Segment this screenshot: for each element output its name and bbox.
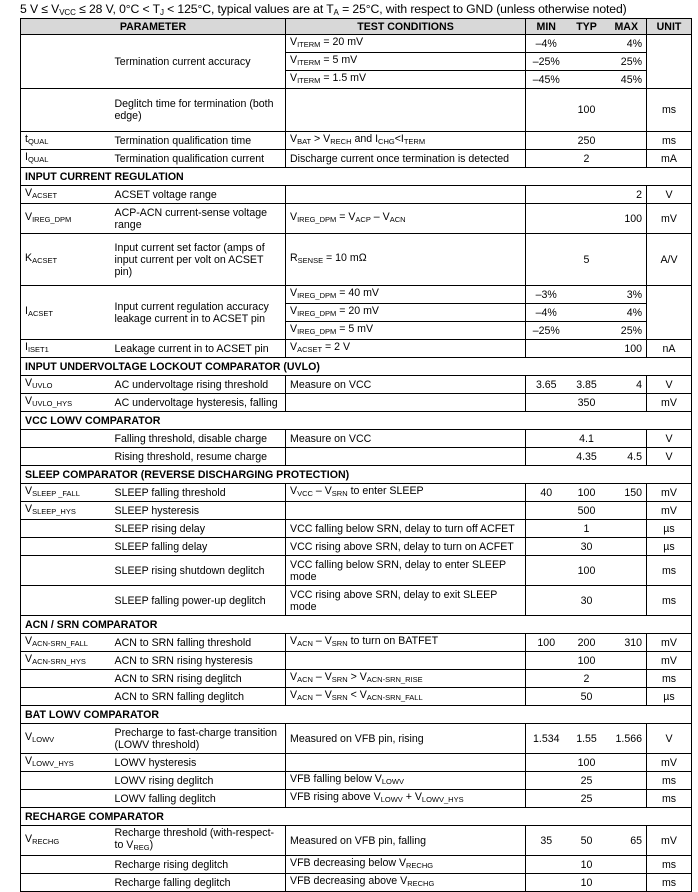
table-row [21,688,692,706]
symbol-cell: $V_{SLEEP\_HYS}$ [21,502,111,520]
param-cell: Recharge rising deglitch [111,856,286,874]
section-header-row [21,412,692,430]
cond-cell: $V_{ITERM} = 1.5$ mV [286,71,526,89]
table-row [21,520,692,538]
min-cell [526,150,567,168]
param-cell: Precharge to fast-charge transition (LOWV threshold) [111,724,286,754]
table-row [21,430,692,448]
table-row [21,772,692,790]
section-title: ACN / SRN COMPARATOR [21,616,692,634]
symbol-cell: $I_{ACSET}$ [21,286,111,340]
section-title: INPUT UNDERVOLTAGE LOCKOUT COMPARATOR (UVLO) [21,358,692,376]
min-cell [526,670,567,688]
min-cell [526,538,567,556]
min-cell: 1.534 [526,724,567,754]
table-row [21,394,692,412]
min-cell [526,586,567,616]
symbol-cell [21,688,111,706]
cond-cell: VFB decreasing above $V_{RECHG}$ [286,874,526,892]
cond-cell: Measure on VCC [286,376,526,394]
max-cell [607,150,647,168]
param-cell: AC undervoltage hysteresis, falling [111,394,286,412]
min-cell [526,430,567,448]
unit-cell: µs [647,688,692,706]
cond-cell: VFB falling below $V_{LOWV}$ [286,772,526,790]
typ-cell: 2 [567,670,607,688]
symbol-cell: $V_{UVLO}$ [21,376,111,394]
typ-cell: 350 [567,394,607,412]
param-cell: ACSET voltage range [111,186,286,204]
table-row [21,724,692,754]
max-cell [607,394,647,412]
table-row [21,754,692,772]
unit-cell: ms [647,132,692,150]
typ-cell: 250 [567,132,607,150]
unit-cell: ms [647,89,692,132]
param-cell: Termination qualification time [111,132,286,150]
max-cell [607,670,647,688]
conditions-note: 5 $V \le V_{VCC} \le 28$ V, $0^\circ C < T_J < 125^\circ C$, typical values are at $T_A = 25^\circ C$, with respect to GND (unless otherwise noted) [20,2,627,17]
cond-cell: $V_{ACN} - V_{SRN} < V_{ACN-SRN\_FALL}$ [286,688,526,706]
symbol-cell: $I_{ISET1}$ [21,340,111,358]
unit-cell: mA [647,150,692,168]
symbol-cell [21,556,111,586]
typ-cell: 100 [567,652,607,670]
typ-cell: 50 [567,688,607,706]
typ-cell [567,322,607,340]
param-cell: Leakage current in to ACSET pin [111,340,286,358]
table-row [21,286,692,304]
min-cell [526,556,567,586]
min-cell [526,394,567,412]
cond-cell: $V_{ACN} - V_{SRN} > V_{ACN-SRN\_RISE}$ [286,670,526,688]
unit-cell: nA [647,340,692,358]
typ-cell: 25 [567,790,607,808]
min-cell [526,234,567,286]
param-cell: LOWV hysteresis [111,754,286,772]
param-cell: AC undervoltage rising threshold [111,376,286,394]
max-cell: 2 [607,186,647,204]
max-cell: 150 [607,484,647,502]
param-cell: SLEEP falling delay [111,538,286,556]
min-cell [526,772,567,790]
unit-cell: V [647,448,692,466]
cond-cell: $V_{IREG\_DPM} = 40$ mV [286,286,526,304]
typ-cell: 100 [567,484,607,502]
min-cell: 40 [526,484,567,502]
unit-cell: ms [647,856,692,874]
section-header-row [21,706,692,724]
max-cell [607,234,647,286]
param-cell: ACN to SRN rising hysteresis [111,652,286,670]
cond-cell: $V_{ITERM} = 20$ mV [286,35,526,53]
header-unit: UNIT [647,19,692,35]
cond-cell: Measure on VCC [286,430,526,448]
symbol-cell [21,538,111,556]
typ-cell: 1 [567,520,607,538]
unit-cell [647,35,692,89]
cond-cell: $V_{ACSET} = 2$ V [286,340,526,358]
table-row [21,586,692,616]
symbol-cell [21,874,111,892]
typ-cell: 100 [567,89,607,132]
param-cell: SLEEP rising shutdown deglitch [111,556,286,586]
min-cell [526,89,567,132]
max-cell: 4% [607,304,647,322]
symbol-cell [21,772,111,790]
min-cell: 3.65 [526,376,567,394]
header-parameter: PARAMETER [21,19,286,35]
min-cell [526,688,567,706]
unit-cell: ms [647,790,692,808]
min-cell [526,448,567,466]
unit-cell [647,286,692,340]
symbol-cell [21,586,111,616]
max-cell: 100 [607,204,647,234]
max-cell [607,856,647,874]
section-header-row [21,358,692,376]
min-cell [526,520,567,538]
typ-cell [567,304,607,322]
typ-cell [567,204,607,234]
typ-cell: 100 [567,556,607,586]
cond-cell: $V_{BAT} > V_{RECH}$ and $I_{CHG}<I_{TERM}$ [286,132,526,150]
table-row [21,89,692,132]
param-cell: SLEEP falling threshold [111,484,286,502]
max-cell: 25% [607,53,647,71]
electrical-characteristics-table [20,18,692,892]
min-cell: –4% [526,35,567,53]
min-cell: 35 [526,826,567,856]
header-min: MIN [526,19,567,35]
unit-cell: mV [647,204,692,234]
table-header-row [21,19,692,35]
table-row [21,826,692,856]
symbol-cell: $V_{SLEEP \_FALL}$ [21,484,111,502]
cond-cell: $V_{ACN} - V_{SRN}$ to turn on BATFET [286,634,526,652]
unit-cell: µs [647,520,692,538]
header-typ: TYP [567,19,607,35]
max-cell: 4% [607,35,647,53]
max-cell [607,520,647,538]
symbol-cell [21,89,111,132]
param-cell: ACP-ACN current-sense voltage range [111,204,286,234]
param-cell: LOWV falling deglitch [111,790,286,808]
cond-cell: $V_{IREG\_DPM} = V_{ACP} - V_{ACN}$ [286,204,526,234]
param-cell: Recharge falling deglitch [111,874,286,892]
param-cell: Termination current accuracy [111,35,286,89]
symbol-cell [21,430,111,448]
cond-cell: $R_{SENSE} = 10$ mΩ [286,234,526,286]
min-cell [526,502,567,520]
min-cell: –3% [526,286,567,304]
param-cell: Recharge threshold (with-respect-to $V_{REG}$) [111,826,286,856]
cond-cell: VCC falling below SRN, delay to turn off ACFET [286,520,526,538]
min-cell [526,186,567,204]
max-cell: 310 [607,634,647,652]
max-cell: 45% [607,71,647,89]
cond-cell [286,89,526,132]
cond-cell: VFB decreasing below $V_{RECHG}$ [286,856,526,874]
typ-cell: 100 [567,754,607,772]
min-cell [526,204,567,234]
min-cell: –25% [526,322,567,340]
param-cell: SLEEP hysteresis [111,502,286,520]
symbol-cell [21,670,111,688]
table-row [21,670,692,688]
symbol-cell: $V_{ACN-SRN\_HYS}$ [21,652,111,670]
typ-cell [567,53,607,71]
cond-cell [286,394,526,412]
unit-cell: V [647,430,692,448]
cond-cell: Measured on VFB pin, falling [286,826,526,856]
max-cell: 65 [607,826,647,856]
section-title: RECHARGE COMPARATOR [21,808,692,826]
unit-cell: mV [647,502,692,520]
min-cell [526,790,567,808]
unit-cell: ms [647,874,692,892]
symbol-cell: $t_{QUAL}$ [21,132,111,150]
table-row [21,556,692,586]
unit-cell: mV [647,484,692,502]
symbol-cell [21,856,111,874]
param-cell: ACN to SRN falling deglitch [111,688,286,706]
header-test-conditions: TEST CONDITIONS [286,19,526,35]
symbol-cell: $V_{ACN-SRN\_FALL}$ [21,634,111,652]
unit-cell: mV [647,652,692,670]
param-cell: Falling threshold, disable charge [111,430,286,448]
min-cell [526,856,567,874]
section-title: VCC LOWV COMPARATOR [21,412,692,430]
symbol-cell: $V_{ACSET}$ [21,186,111,204]
typ-cell: 4.35 [567,448,607,466]
symbol-cell [21,790,111,808]
max-cell [607,89,647,132]
symbol-cell: $K_{ACSET}$ [21,234,111,286]
typ-cell: 2 [567,150,607,168]
max-cell [607,652,647,670]
typ-cell: 1.55 [567,724,607,754]
symbol-cell: $V_{IREG\_DPM}$ [21,204,111,234]
unit-cell: ms [647,670,692,688]
cond-cell: VCC falling below SRN, delay to enter SLEEP mode [286,556,526,586]
min-cell: –45% [526,71,567,89]
symbol-cell [21,448,111,466]
unit-cell: V [647,186,692,204]
param-cell: LOWV rising deglitch [111,772,286,790]
min-cell [526,132,567,150]
typ-cell: 30 [567,538,607,556]
unit-cell: A/V [647,234,692,286]
table-row [21,538,692,556]
section-header-row [21,466,692,484]
unit-cell: mV [647,394,692,412]
unit-cell: ms [647,586,692,616]
param-cell: Termination qualification current [111,150,286,168]
typ-cell: 25 [567,772,607,790]
param-cell: Rising threshold, resume charge [111,448,286,466]
min-cell [526,340,567,358]
max-cell: 1.566 [607,724,647,754]
max-cell [607,556,647,586]
table-row [21,186,692,204]
section-header-row [21,168,692,186]
typ-cell: 30 [567,586,607,616]
typ-cell [567,71,607,89]
cond-cell: Discharge current once termination is detected [286,150,526,168]
section-header-row [21,808,692,826]
typ-cell: 3.85 [567,376,607,394]
cond-cell: Measured on VFB pin, rising [286,724,526,754]
typ-cell: 10 [567,856,607,874]
unit-cell: ms [647,556,692,586]
table-row [21,856,692,874]
symbol-cell: $V_{RECHG}$ [21,826,111,856]
table-row [21,874,692,892]
cond-cell: VCC rising above SRN, delay to turn on ACFET [286,538,526,556]
cond-cell [286,652,526,670]
max-cell [607,538,647,556]
cond-cell [286,186,526,204]
unit-cell: µs [647,538,692,556]
header-max: MAX [607,19,647,35]
table-row [21,376,692,394]
max-cell: 3% [607,286,647,304]
min-cell [526,754,567,772]
symbol-cell: $V_{LOWV}$ [21,724,111,754]
param-cell: Deglitch time for termination (both edge) [111,89,286,132]
cond-cell: $V_{VCC} - V_{SRN}$ to enter SLEEP [286,484,526,502]
symbol-cell: $V_{UVLO\_HYS}$ [21,394,111,412]
typ-cell [567,340,607,358]
unit-cell: mV [647,826,692,856]
max-cell: 4 [607,376,647,394]
max-cell [607,874,647,892]
max-cell [607,430,647,448]
max-cell [607,502,647,520]
unit-cell: mV [647,754,692,772]
typ-cell: 200 [567,634,607,652]
typ-cell: 50 [567,826,607,856]
typ-cell: 4.1 [567,430,607,448]
typ-cell: 500 [567,502,607,520]
section-title: BAT LOWV COMPARATOR [21,706,692,724]
cond-cell: VCC rising above SRN, delay to exit SLEEP mode [286,586,526,616]
symbol-cell: $V_{LOWV\_HYS}$ [21,754,111,772]
max-cell [607,754,647,772]
param-cell: ACN to SRN rising deglitch [111,670,286,688]
table-row [21,790,692,808]
param-cell: SLEEP rising delay [111,520,286,538]
table-row [21,204,692,234]
cond-cell: $V_{IREG\_DPM} = 5$ mV [286,322,526,340]
min-cell: –25% [526,53,567,71]
param-cell: Input current regulation accuracy leakage current in to ACSET pin [111,286,286,340]
max-cell [607,688,647,706]
param-cell: Input current set factor (amps of input current per volt on ACSET pin) [111,234,286,286]
cond-cell [286,502,526,520]
typ-cell [567,186,607,204]
unit-cell: ms [647,772,692,790]
typ-cell [567,286,607,304]
table-row [21,234,692,286]
symbol-cell [21,520,111,538]
max-cell [607,586,647,616]
table-row [21,652,692,670]
cond-cell: $V_{ITERM} = 5$ mV [286,53,526,71]
max-cell: 4.5 [607,448,647,466]
max-cell [607,790,647,808]
max-cell [607,132,647,150]
max-cell [607,772,647,790]
param-cell: SLEEP falling power-up deglitch [111,586,286,616]
section-title: INPUT CURRENT REGULATION [21,168,692,186]
min-cell [526,652,567,670]
symbol-cell: $I_{QUAL}$ [21,150,111,168]
table-row [21,634,692,652]
cond-cell: $V_{IREG\_DPM} = 20$ mV [286,304,526,322]
unit-cell: mV [647,634,692,652]
section-title: SLEEP COMPARATOR (REVERSE DISCHARGING PROTECTION) [21,466,692,484]
min-cell: –4% [526,304,567,322]
table-row [21,502,692,520]
max-cell: 100 [607,340,647,358]
min-cell: 100 [526,634,567,652]
typ-cell [567,35,607,53]
table-row [21,340,692,358]
param-cell: ACN to SRN falling threshold [111,634,286,652]
min-cell [526,874,567,892]
table-row [21,35,692,53]
max-cell: 25% [607,322,647,340]
unit-cell: V [647,376,692,394]
table-row [21,448,692,466]
cond-cell [286,754,526,772]
table-row [21,484,692,502]
table-row [21,132,692,150]
section-header-row [21,616,692,634]
table-row [21,150,692,168]
typ-cell: 5 [567,234,607,286]
unit-cell: V [647,724,692,754]
typ-cell: 10 [567,874,607,892]
cond-cell: VFB rising above $V_{LOWV} + V_{LOWV\_HYS}$ [286,790,526,808]
cond-cell [286,448,526,466]
symbol-cell [21,35,111,89]
